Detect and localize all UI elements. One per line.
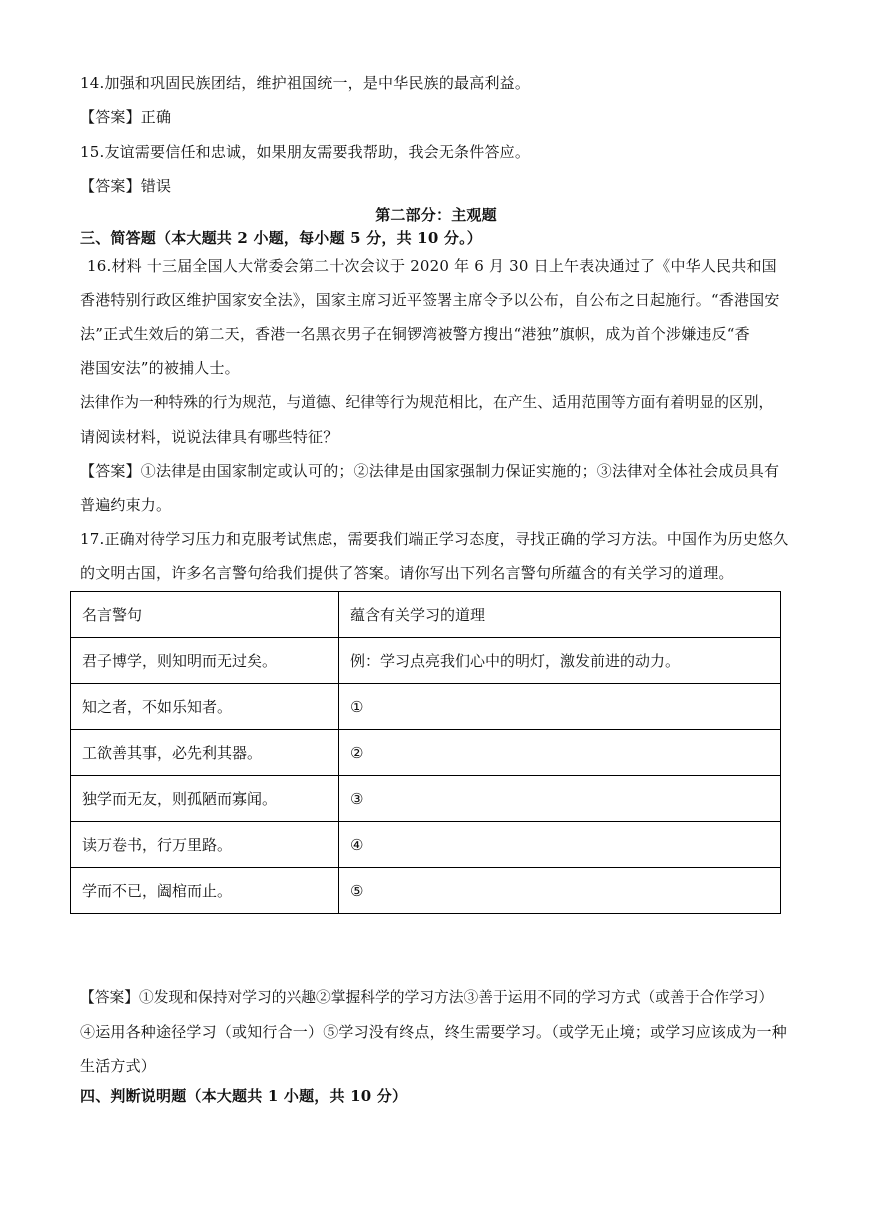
table-row — [71, 638, 781, 684]
meaning-cell: ⑤ — [339, 868, 781, 914]
quotes-table — [70, 591, 781, 914]
meaning-cell: ① — [339, 684, 781, 730]
question-16-line: 16.材料 十三届全国人大常委会第二十次会议于 2020 年 6 月 30 日上午表决通过了《中华人民共和国 — [87, 257, 777, 275]
question-15-text: 15.友谊需要信任和忠诚，如果朋友需要我帮助，我会无条件答应。 — [80, 143, 531, 161]
table-row — [71, 868, 781, 914]
meaning-cell: 例：学习点亮我们心中的明灯，激发前进的动力。 — [339, 638, 781, 684]
quote-cell: 学而不已，阖棺而止。 — [71, 868, 339, 914]
table-row — [71, 776, 781, 822]
quote-cell: 工欲善其事，必先利其器。 — [71, 730, 339, 776]
quote-cell: 知之者，不如乐知者。 — [71, 684, 339, 730]
question-16-answer-line: 【答案】①法律是由国家制定或认可的；②法律是由国家强制力保证实施的；③法律对全体社会成员具有 — [80, 462, 780, 480]
quote-cell: 独学而无友，则孤陋而寡闻。 — [71, 776, 339, 822]
question-16-answer-line: 普遍约束力。 — [80, 496, 172, 514]
table-header-cell: 名言警句 — [71, 592, 339, 638]
question-16-line: 法”正式生效后的第二天，香港一名黑衣男子在铜锣湾被警方搜出“港独”旗帜，成为首个涉嫌违反“香 — [80, 325, 750, 343]
question-16-line: 港国安法”的被捕人士。 — [80, 359, 240, 377]
question-16-line: 香港特别行政区维护国家安全法》，国家主席习近平签署主席令予以公布，自公布之日起施行。“香港国安 — [80, 291, 780, 309]
question-17-answer-line: 生活方式） — [80, 1057, 157, 1075]
question-17-line: 的文明古国，许多名言警句给我们提供了答案。请你写出下列名言警句所蕴含的有关学习的道理。 — [80, 564, 734, 582]
section-3-title: 三、简答题（本大题共 2 小题，每小题 5 分，共 10 分。） — [80, 229, 482, 247]
question-16-line: 法律作为一种特殊的行为规范，与道德、纪律等行为规范相比，在产生、适用范围等方面有着明显的区别， — [80, 394, 774, 411]
part-2-title: 第二部分：主观题 — [375, 206, 497, 224]
table-row — [71, 684, 781, 730]
section-4-title: 四、判断说明题（本大题共 1 小题，共 10 分） — [80, 1087, 408, 1105]
question-15-answer: 【答案】错误 — [80, 177, 172, 195]
table-row — [71, 730, 781, 776]
question-17-line: 17.正确对待学习压力和克服考试焦虑，需要我们端正学习态度，寻找正确的学习方法。中国作为历史悠久 — [80, 530, 789, 548]
meaning-cell: ④ — [339, 822, 781, 868]
table-header-row — [71, 592, 781, 638]
meaning-cell: ② — [339, 730, 781, 776]
question-17-answer-line: 【答案】①发现和保持对学习的兴趣②掌握科学的学习方法③善于运用不同的学习方式（或善于合作学习） — [80, 989, 774, 1006]
table-row — [71, 822, 781, 868]
question-16-line: 请阅读材料，说说法律具有哪些特征？ — [80, 428, 339, 446]
quote-cell: 君子博学，则知明而无过矣。 — [71, 638, 339, 684]
table-header-cell: 蕴含有关学习的道理 — [339, 592, 781, 638]
meaning-cell: ③ — [339, 776, 781, 822]
question-14-answer: 【答案】正确 — [80, 108, 172, 126]
question-14-text: 14.加强和巩固民族团结，维护祖国统一，是中华民族的最高利益。 — [80, 74, 531, 92]
question-17-answer-line: ④运用各种途径学习（或知行合一）⑤学习没有终点，终生需要学习。（或学无止境；或学习应该成为一种 — [80, 1023, 787, 1041]
quote-cell: 读万卷书，行万里路。 — [71, 822, 339, 868]
